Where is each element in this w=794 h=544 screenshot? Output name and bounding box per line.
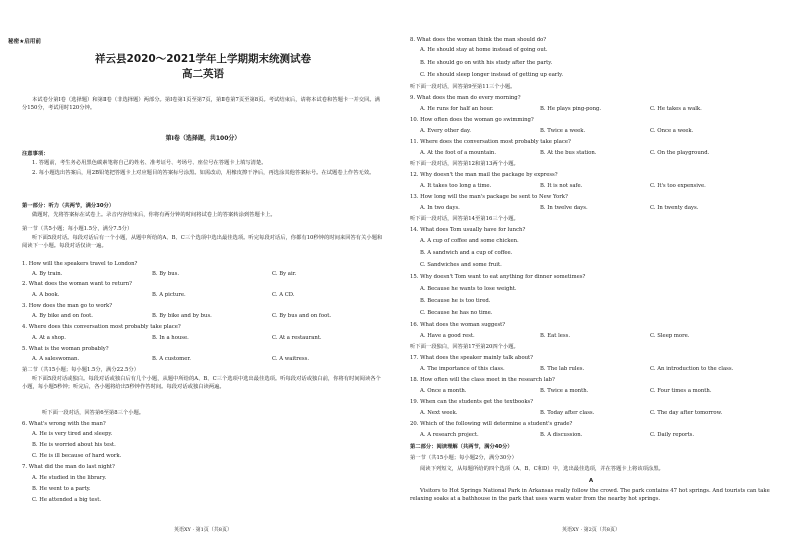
q1-option-a: A. By train. bbox=[32, 271, 63, 277]
page-divider bbox=[398, 0, 399, 544]
page-2-footer: 英语XY · 第2页（共8页） bbox=[562, 527, 620, 533]
q8-option-c: C. He should sleep longer instead of getting up early. bbox=[420, 72, 564, 78]
q20-option-a: A. A research project. bbox=[420, 432, 479, 438]
q3-option-c: C. By bus and on foot. bbox=[272, 313, 332, 319]
question-1: 1. How will the speakers travel to London? bbox=[22, 261, 138, 267]
sec1-part2-instructions: 听下面5段对话或独白。每段对话或独白后有几个小题，从题中所给的A、B、C三个选项中选出最佳选项。听每段对话或独白前，你将有时间阅读各个小题，每小题5秒钟；听完后，各小题将给出5秒钟作答时间。每段对话或独白读两遍。 bbox=[22, 376, 381, 390]
q17-option-a: A. The importance of this class. bbox=[420, 366, 505, 372]
q9-option-c: C. He takes a walk. bbox=[650, 106, 702, 112]
q4-option-a: A. At a shop. bbox=[32, 335, 66, 341]
question-12: 12. Why doesn't the man mail the package by express? bbox=[410, 172, 558, 178]
section1-heading: 第一部分：听力（共两节，满分30分） bbox=[22, 203, 115, 209]
q9-option-b: B. He plays ping-pong. bbox=[540, 106, 602, 112]
sec1-part1-instructions: 听下面5段对话。每段对话后有一个小题，从题中所给的A、B、C三个选项中选出最佳选项。听完每段对话后，你都有10秒钟的时间来回答有关小题和阅读下一小题。每段对话仅读一遍。 bbox=[22, 235, 383, 249]
q8-option-a: A. He should stay at home instead of going out. bbox=[420, 47, 548, 53]
part1-title: 第Ⅰ卷（选择题，共100分） bbox=[165, 135, 241, 142]
q3-option-a: A. By bike and on foot. bbox=[32, 313, 93, 319]
question-11: 11. Where does the conversation most probably take place? bbox=[410, 139, 571, 145]
q5-option-a: A. A saleswoman. bbox=[32, 356, 80, 362]
sec1-part1-heading: 第一节（共5小题；每小题1.5分，满分7.5分） bbox=[22, 226, 133, 232]
notice-1: 1. 答题前，考生务必用黑色碳素笔将自己的姓名、准考证号、考场号、座位号在答题卡上填写清楚。 bbox=[32, 160, 267, 166]
q7-option-b: B. He went to a party. bbox=[32, 486, 91, 492]
q7-option-c: C. He attended a big test. bbox=[32, 497, 102, 503]
q9-option-a: A. He runs for half an hour. bbox=[420, 106, 494, 112]
q13-option-b: B. In twelve days. bbox=[540, 205, 588, 211]
q5-option-b: B. A customer. bbox=[152, 356, 191, 362]
exam-title: 祥云县2020～2021学年上学期期末统测试卷 bbox=[95, 53, 311, 65]
question-2: 2. What does the woman want to return? bbox=[22, 281, 132, 287]
q1-option-b: B. By bus. bbox=[152, 271, 180, 277]
listen-17-20: 听下面一段独白，回答第17至第20四个小题。 bbox=[410, 344, 519, 350]
q8-option-b: B. He should go on with his study after the party. bbox=[420, 60, 553, 66]
question-3: 3. How does the man go to work? bbox=[22, 303, 113, 309]
q15-option-b: B. Because he is too tired. bbox=[420, 298, 491, 304]
q18-option-c: C. Four times a month. bbox=[650, 388, 712, 394]
q6-option-c: C. He is ill because of hard work. bbox=[32, 453, 122, 459]
sec2-part1-heading: 第一节（共15小题；每小题2分，满分30分） bbox=[410, 455, 517, 461]
question-13: 13. How long will the man's package be sent to New York? bbox=[410, 194, 568, 200]
exam-subject: 高二英语 bbox=[182, 68, 224, 80]
q20-option-c: C. Daily reports. bbox=[650, 432, 695, 438]
q19-option-a: A. Next week. bbox=[420, 410, 458, 416]
q20-option-b: B. A discussion. bbox=[540, 432, 583, 438]
question-4: 4. Where does this conversation most probably take place? bbox=[22, 324, 181, 330]
q11-option-b: B. At the bus station. bbox=[540, 150, 597, 156]
exam-intro: 本试卷分第Ⅰ卷（选择题）和第Ⅱ卷（非选择题）两部分。第Ⅰ卷第1页至第7页，第Ⅱ卷第7页至第8页。考试结束后，请将本试卷和答题卡一并交回。满分150分，考试用时120分钟。 bbox=[22, 97, 380, 111]
listen-12-13: 听下面一段对话，回答第12和第13两个小题。 bbox=[410, 161, 519, 167]
q10-option-c: C. Once a week. bbox=[650, 128, 694, 134]
listen-6-8: 听下面一段对话，回答第6至第8三个小题。 bbox=[42, 410, 145, 416]
listen-9-11: 听下面一段对话，回答第9至第11三个小题。 bbox=[410, 84, 516, 90]
question-5: 5. What is the woman probably? bbox=[22, 346, 109, 352]
q1-option-c: C. By air. bbox=[272, 271, 297, 277]
q7-option-a: A. He studied in the library. bbox=[32, 475, 107, 481]
q10-option-b: B. Twice a week. bbox=[540, 128, 586, 134]
q5-option-c: C. A waitress. bbox=[272, 356, 310, 362]
q2-option-a: A. A book. bbox=[32, 292, 60, 298]
q3-option-b: B. By bike and by bus. bbox=[152, 313, 212, 319]
q6-option-a: A. He is very tired and sleepy. bbox=[32, 431, 113, 437]
q4-option-b: B. In a house. bbox=[152, 335, 189, 341]
question-19: 19. When can the students get the textbooks? bbox=[410, 399, 534, 405]
sec2-part1-instructions: 阅读下列短文，从每题所给的四个选项（A、B、C和D）中，选出最佳选项，并在答题卡上将该项涂黑。 bbox=[420, 466, 664, 472]
q4-option-c: C. At a restaurant. bbox=[272, 335, 322, 341]
question-6: 6. What's wrong with the man? bbox=[22, 421, 106, 427]
page-2 bbox=[410, 0, 772, 544]
q2-option-b: B. A picture. bbox=[152, 292, 186, 298]
q12-option-c: C. It's too expensive. bbox=[650, 183, 706, 189]
question-7: 7. What did the man do last night? bbox=[22, 464, 115, 470]
q16-option-b: B. Eat less. bbox=[540, 333, 571, 339]
q14-option-b: B. A sandwich and a cup of coffee. bbox=[420, 250, 513, 256]
q13-option-c: C. In twenty days. bbox=[650, 205, 699, 211]
section1-intro: 做题时，先将答案标在试卷上。录音内容结束后，你将有两分钟的时间将试卷上的答案转涂到答题卡上。 bbox=[32, 212, 276, 218]
question-10: 10. How often does the woman go swimming? bbox=[410, 117, 534, 123]
passage-a-text: Visitors to Hot Springs National Park in Arkansas really follow the crowd. The park contains 47 hot springs. And tourists can take relaxing soaks at a bathhouse in the park that uses warm water from the nearby hot springs. bbox=[410, 488, 770, 502]
q14-option-c: C. Sandwiches and some fruit. bbox=[420, 262, 502, 268]
q14-option-a: A. A cup of coffee and some chicken. bbox=[420, 238, 519, 244]
passage-label: A bbox=[588, 478, 594, 484]
secret-label: 秘密★启用前 bbox=[8, 39, 41, 45]
question-20: 20. Which of the following will determine a student's grade? bbox=[410, 421, 573, 427]
q11-option-c: C. On the playground. bbox=[650, 150, 710, 156]
notice-2: 2. 每小题选出答案后，用2B铅笔把答题卡上对应题目的答案标号涂黑。如需改动，用橡皮擦干净后，再选涂其他答案标号。在试题卷上作答无效。 bbox=[32, 170, 375, 176]
question-9: 9. What does the man do every morning? bbox=[410, 95, 521, 101]
question-15: 15. Why doesn't Tom want to eat anything for dinner sometimes? bbox=[410, 274, 586, 280]
sec1-part2-heading: 第二节（共15小题；每小题1.5分，满分22.5分） bbox=[22, 367, 140, 373]
q11-option-a: A. At the foot of a mountain. bbox=[420, 150, 497, 156]
page-1 bbox=[8, 0, 384, 544]
q18-option-a: A. Once a month. bbox=[420, 388, 467, 394]
q15-option-a: A. Because he wants to lose weight. bbox=[420, 286, 517, 292]
q10-option-a: A. Every other day. bbox=[420, 128, 471, 134]
section2-heading: 第二部分：阅读理解（共两节，满分40分） bbox=[410, 444, 513, 450]
page-1-footer: 英语XY · 第1页（共8页） bbox=[174, 527, 232, 533]
question-8: 8. What does the woman think the man should do? bbox=[410, 37, 547, 43]
q17-option-b: B. The lab rules. bbox=[540, 366, 585, 372]
notice-heading: 注意事项： bbox=[22, 151, 49, 157]
q12-option-a: A. It takes too long a time. bbox=[420, 183, 492, 189]
q13-option-a: A. In two days. bbox=[420, 205, 460, 211]
question-18: 18. How often will the class meet in the research lab? bbox=[410, 377, 555, 383]
q18-option-b: B. Twice a month. bbox=[540, 388, 589, 394]
question-14: 14. What does Tom usually have for lunch? bbox=[410, 227, 526, 233]
q17-option-c: C. An introduction to the class. bbox=[650, 366, 734, 372]
question-17: 17. What does the speaker mainly talk about? bbox=[410, 355, 534, 361]
q2-option-c: C. A CD. bbox=[272, 292, 295, 298]
q19-option-b: B. Today after class. bbox=[540, 410, 595, 416]
q12-option-b: B. It is not safe. bbox=[540, 183, 583, 189]
listen-14-16: 听下面一段对话，回答第14至第16三个小题。 bbox=[410, 216, 519, 222]
question-16: 16. What does the woman suggest? bbox=[410, 322, 506, 328]
q16-option-c: C. Sleep more. bbox=[650, 333, 690, 339]
q15-option-c: C. Because he has no time. bbox=[420, 310, 493, 316]
q6-option-b: B. He is worried about his test. bbox=[32, 442, 116, 448]
q19-option-c: C. The day after tomorrow. bbox=[650, 410, 723, 416]
q16-option-a: A. Have a good rest. bbox=[420, 333, 475, 339]
